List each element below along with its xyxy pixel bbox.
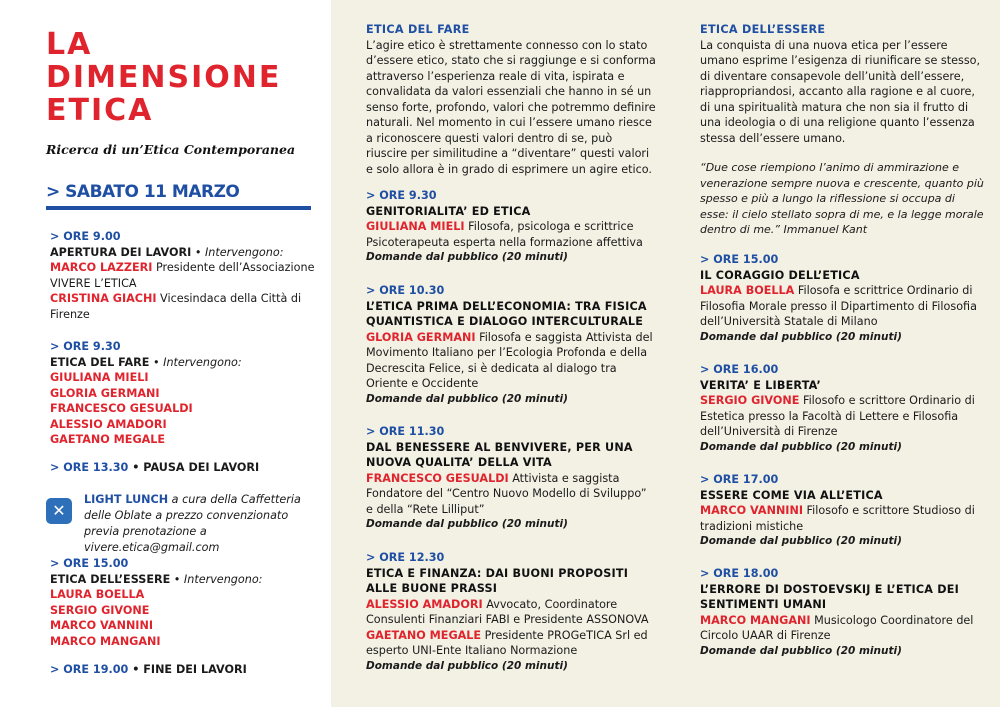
- speaker-name: GAETANO MEGALE: [50, 433, 166, 446]
- section-heading: ETICA DEL FARE: [366, 23, 470, 36]
- talk-qa: Domande dal pubblico (20 minuti): [700, 330, 902, 343]
- date-banner: [46, 182, 311, 210]
- speaker-name: FRANCESCO GESUALDI: [366, 471, 509, 485]
- session-time: > ORE 19.00: [50, 663, 129, 676]
- speaker-line: [50, 260, 320, 276]
- speaker-role: Musicologo Coordinatore del Circolo UAAR di Firenze: [700, 613, 974, 642]
- title-line: LA: [46, 27, 93, 62]
- talk-time: > ORE 10.30: [366, 284, 445, 297]
- speaker-line: [366, 330, 656, 392]
- speaker-role: Filosofa e scrittrice Ordinario di Filosofia Morale presso il Dipartimento di Filosofia dell’Università Statale di Milano: [700, 284, 977, 328]
- speaker-name: GAETANO MEGALE: [366, 628, 482, 642]
- speaker-name: LAURA BOELLA: [700, 284, 795, 297]
- speaker-line: [366, 597, 656, 628]
- speaker-name: CRISTINA GIACHI: [50, 292, 157, 305]
- event-title: [46, 28, 281, 127]
- talk-qa: Domande dal pubblico (20 minuti): [366, 659, 568, 672]
- talk-block: [700, 362, 985, 455]
- talk-qa: Domande dal pubblico (20 minuti): [366, 392, 568, 405]
- talk-title: L’ERRORE DI DOSTOEVSKIJ E L’ETICA DEI SENTIMENTI UMANI: [700, 582, 959, 611]
- session-title: ETICA DEL FARE: [50, 355, 150, 369]
- speaker-name: SERGIO GIVONE: [50, 603, 150, 617]
- intro-essere: [700, 22, 985, 238]
- talk-qa: Domande dal pubblico (20 minuti): [700, 440, 902, 453]
- speaker-line: [700, 613, 985, 644]
- speaker-name: MARCO LAZZERI: [50, 261, 153, 274]
- speaker-name: FRANCESCO GESUALDI: [50, 402, 193, 415]
- talk-time: > ORE 9.30: [366, 189, 437, 202]
- section-text: L’agire etico è strettamente connesso con lo stato d’essere etico, stato che si raggiunge e si conforma attraverso l’esperienza reale di vita, ispirata e convalidata da valori essenziali che hanno in sé un senso forte, profondo, valori che potremmo definire naturali. Nel momento in cui l’essere umano riesce a riconoscere questi valori dentro di se, può riuscire per similitudine a “diventare” questi valori e solo allora è in grado di esprimere un agire etico.: [366, 38, 656, 176]
- speaker-role: Presidente PROGeTICA Srl ed esperto UNI-Ente Italiano Normazione: [366, 628, 648, 657]
- session-time: > ORE 9.00: [50, 230, 121, 243]
- talk-block: [700, 566, 985, 659]
- talk-title: ETICA E FINANZA: DAI BUONI PROPOSITI ALLE BUONE PRASSI: [366, 566, 629, 595]
- session-tag: • Intervengono:: [170, 572, 263, 586]
- schedule-block-pause: [50, 460, 320, 476]
- talk-title: GENITORIALITA’ ED ETICA: [366, 204, 531, 218]
- schedule-block-end: [50, 662, 320, 678]
- event-date: > SABATO 11 MARZO: [46, 182, 240, 202]
- talk-time: > ORE 18.00: [700, 567, 779, 580]
- speaker-name: GLORIA GERMANI: [366, 330, 476, 344]
- speaker-line: [366, 628, 656, 659]
- speaker-name: MARCO VANNINI: [700, 504, 803, 517]
- talk-qa: Domande dal pubblico (20 minuti): [700, 535, 902, 547]
- title-line: DIMENSIONE: [46, 60, 282, 95]
- speaker-name: GLORIA GERMANI: [50, 386, 160, 400]
- speaker-name: GIULIANA MIELI: [50, 371, 149, 384]
- speaker-name: MARCO MANGANI: [50, 634, 161, 648]
- session-title: APERTURA DEI LAVORI: [50, 245, 192, 259]
- speaker-line: [700, 283, 985, 330]
- talk-title: VERITA’ E LIBERTA’: [700, 378, 821, 392]
- talk-block: [700, 472, 985, 550]
- talk-title: ESSERE COME VIA ALL’ETICA: [700, 488, 883, 502]
- speaker-name: SERGIO GIVONE: [700, 394, 800, 407]
- speaker-name: MARCO MANGANI: [700, 613, 811, 627]
- cutlery-icon: ✕: [46, 498, 72, 524]
- lunch-text: a cura della Caffetteria delle Oblate a prezzo convenzionato previa prenotazione a vivere.etica@gmail.com: [84, 493, 301, 554]
- talk-time: > ORE 15.00: [700, 253, 779, 266]
- session-time: > ORE 15.00: [50, 557, 129, 570]
- talk-block: [700, 252, 985, 345]
- lunch-info: [84, 492, 320, 556]
- speaker-name: LAURA BOELLA: [50, 588, 145, 601]
- speaker-role: Filosofo e scrittore Studioso di tradizioni mistiche: [700, 504, 975, 533]
- schedule-block-opening: [50, 229, 320, 322]
- lunch-title: LIGHT LUNCH: [84, 493, 169, 506]
- section-text: La conquista di una nuova etica per l’essere umano esprime l’esigenza di riunificare se stesso, di diventare consapevole dell’unità dell’essere, riappropriandosi, accanto alla ragione e al cuore, di una spiritualità matura che non sia il frutto di una ideologia o di una religione quanto l’essenza stessa dell’essere umano.: [700, 38, 981, 145]
- talk-title: DAL BENESSERE AL BENVIVERE, PER UNA NUOVA QUALITA’ DELLA VITA: [366, 440, 633, 469]
- speaker-name: ALESSIO AMADORI: [366, 597, 483, 611]
- schedule-block-essere: [50, 556, 320, 649]
- speaker-line: [700, 393, 985, 440]
- event-subtitle: Ricerca di un’Etica Contemporanea: [46, 142, 296, 157]
- speaker-name: ALESSIO AMADORI: [50, 417, 167, 431]
- speaker-line: [700, 503, 985, 534]
- talk-title: IL CORAGGIO DELL’ETICA: [700, 268, 860, 282]
- speaker-role: Filosofa e saggista Attivista del Movimento Italiano per l’Ecologia Profonda e della Decrescita Felice, si è dedicata al dialogo tra Oriente e Occidente: [366, 330, 653, 390]
- session-heading: [50, 355, 320, 371]
- talk-title: L’ETICA PRIMA DELL’ECONOMIA: TRA FISICA QUANTISTICA E DIALOGO INTERCULTURALE: [366, 299, 647, 328]
- speaker-name: GIULIANA MIELI: [366, 220, 465, 233]
- speaker-role: Vicesindaca della Città di Firenze: [50, 292, 302, 321]
- speaker-role: Filosofa, psicologa e scrittrice Psicoterapeuta esperta nella formazione affettiva: [366, 220, 643, 249]
- session-tag: • Intervengono:: [149, 355, 242, 369]
- session-title: • FINE DEI LAVORI: [128, 663, 247, 676]
- speaker-role: Presidente dell’Associazione: [152, 261, 315, 274]
- talk-time: > ORE 11.30: [366, 425, 445, 438]
- talk-time: > ORE 17.00: [700, 473, 779, 486]
- speaker-role: Filosofo e scrittore Ordinario di Estetica presso la Facoltà di Lettere e Filosofia dell’Università di Firenze: [700, 394, 975, 438]
- date-divider: [46, 206, 311, 210]
- session-title: ETICA DELL’ESSERE: [50, 572, 171, 586]
- talk-block: [366, 188, 656, 266]
- session-heading: [50, 572, 320, 588]
- session-time: > ORE 9.30: [50, 340, 121, 353]
- speaker-name: MARCO VANNINI: [50, 619, 153, 632]
- title-line: ETICA: [46, 93, 154, 128]
- session-time: > ORE 13.30: [50, 461, 129, 474]
- section-heading: ETICA DELL’ESSERE: [700, 23, 826, 36]
- speaker-role: Avvocato, Coordinatore Consulenti Finanziari FABI e Presidente ASSONOVA: [366, 597, 649, 626]
- talk-block: [366, 424, 656, 533]
- talk-block: [366, 550, 656, 674]
- talk-block: [366, 283, 656, 407]
- speaker-line: [366, 471, 656, 518]
- intro-fare: [366, 22, 656, 177]
- session-tag: • Intervengono:: [191, 245, 284, 259]
- schedule-block-fare: [50, 339, 320, 448]
- talk-qa: Domande dal pubblico (20 minuti): [700, 644, 902, 657]
- speaker-role: Attivista e saggista Fondatore del “Centro Nuovo Modello di Sviluppo” e della “Rete Lilliput”: [366, 471, 647, 516]
- session-title: • PAUSA DEI LAVORI: [128, 461, 260, 474]
- speaker-line: [366, 219, 656, 250]
- left-column: [0, 0, 331, 707]
- session-heading: [50, 245, 320, 261]
- talk-qa: Domande dal pubblico (20 minuti): [366, 251, 568, 263]
- talk-time: > ORE 12.30: [366, 551, 445, 564]
- kant-quote: “Due cose riempiono l’animo di ammirazione e venerazione sempre nuova e crescente, quanto più spesso e più a lungo la riflessione si occupa di esse: il cielo stellato sopra di me, e la legge morale dentro di me.” Immanuel Kant: [700, 161, 984, 236]
- talk-time: > ORE 16.00: [700, 363, 779, 376]
- talk-qa: Domande dal pubblico (20 minuti): [366, 518, 568, 530]
- speaker-line: [50, 291, 320, 322]
- speaker-role-line: VIVERE L’ETICA: [50, 276, 137, 290]
